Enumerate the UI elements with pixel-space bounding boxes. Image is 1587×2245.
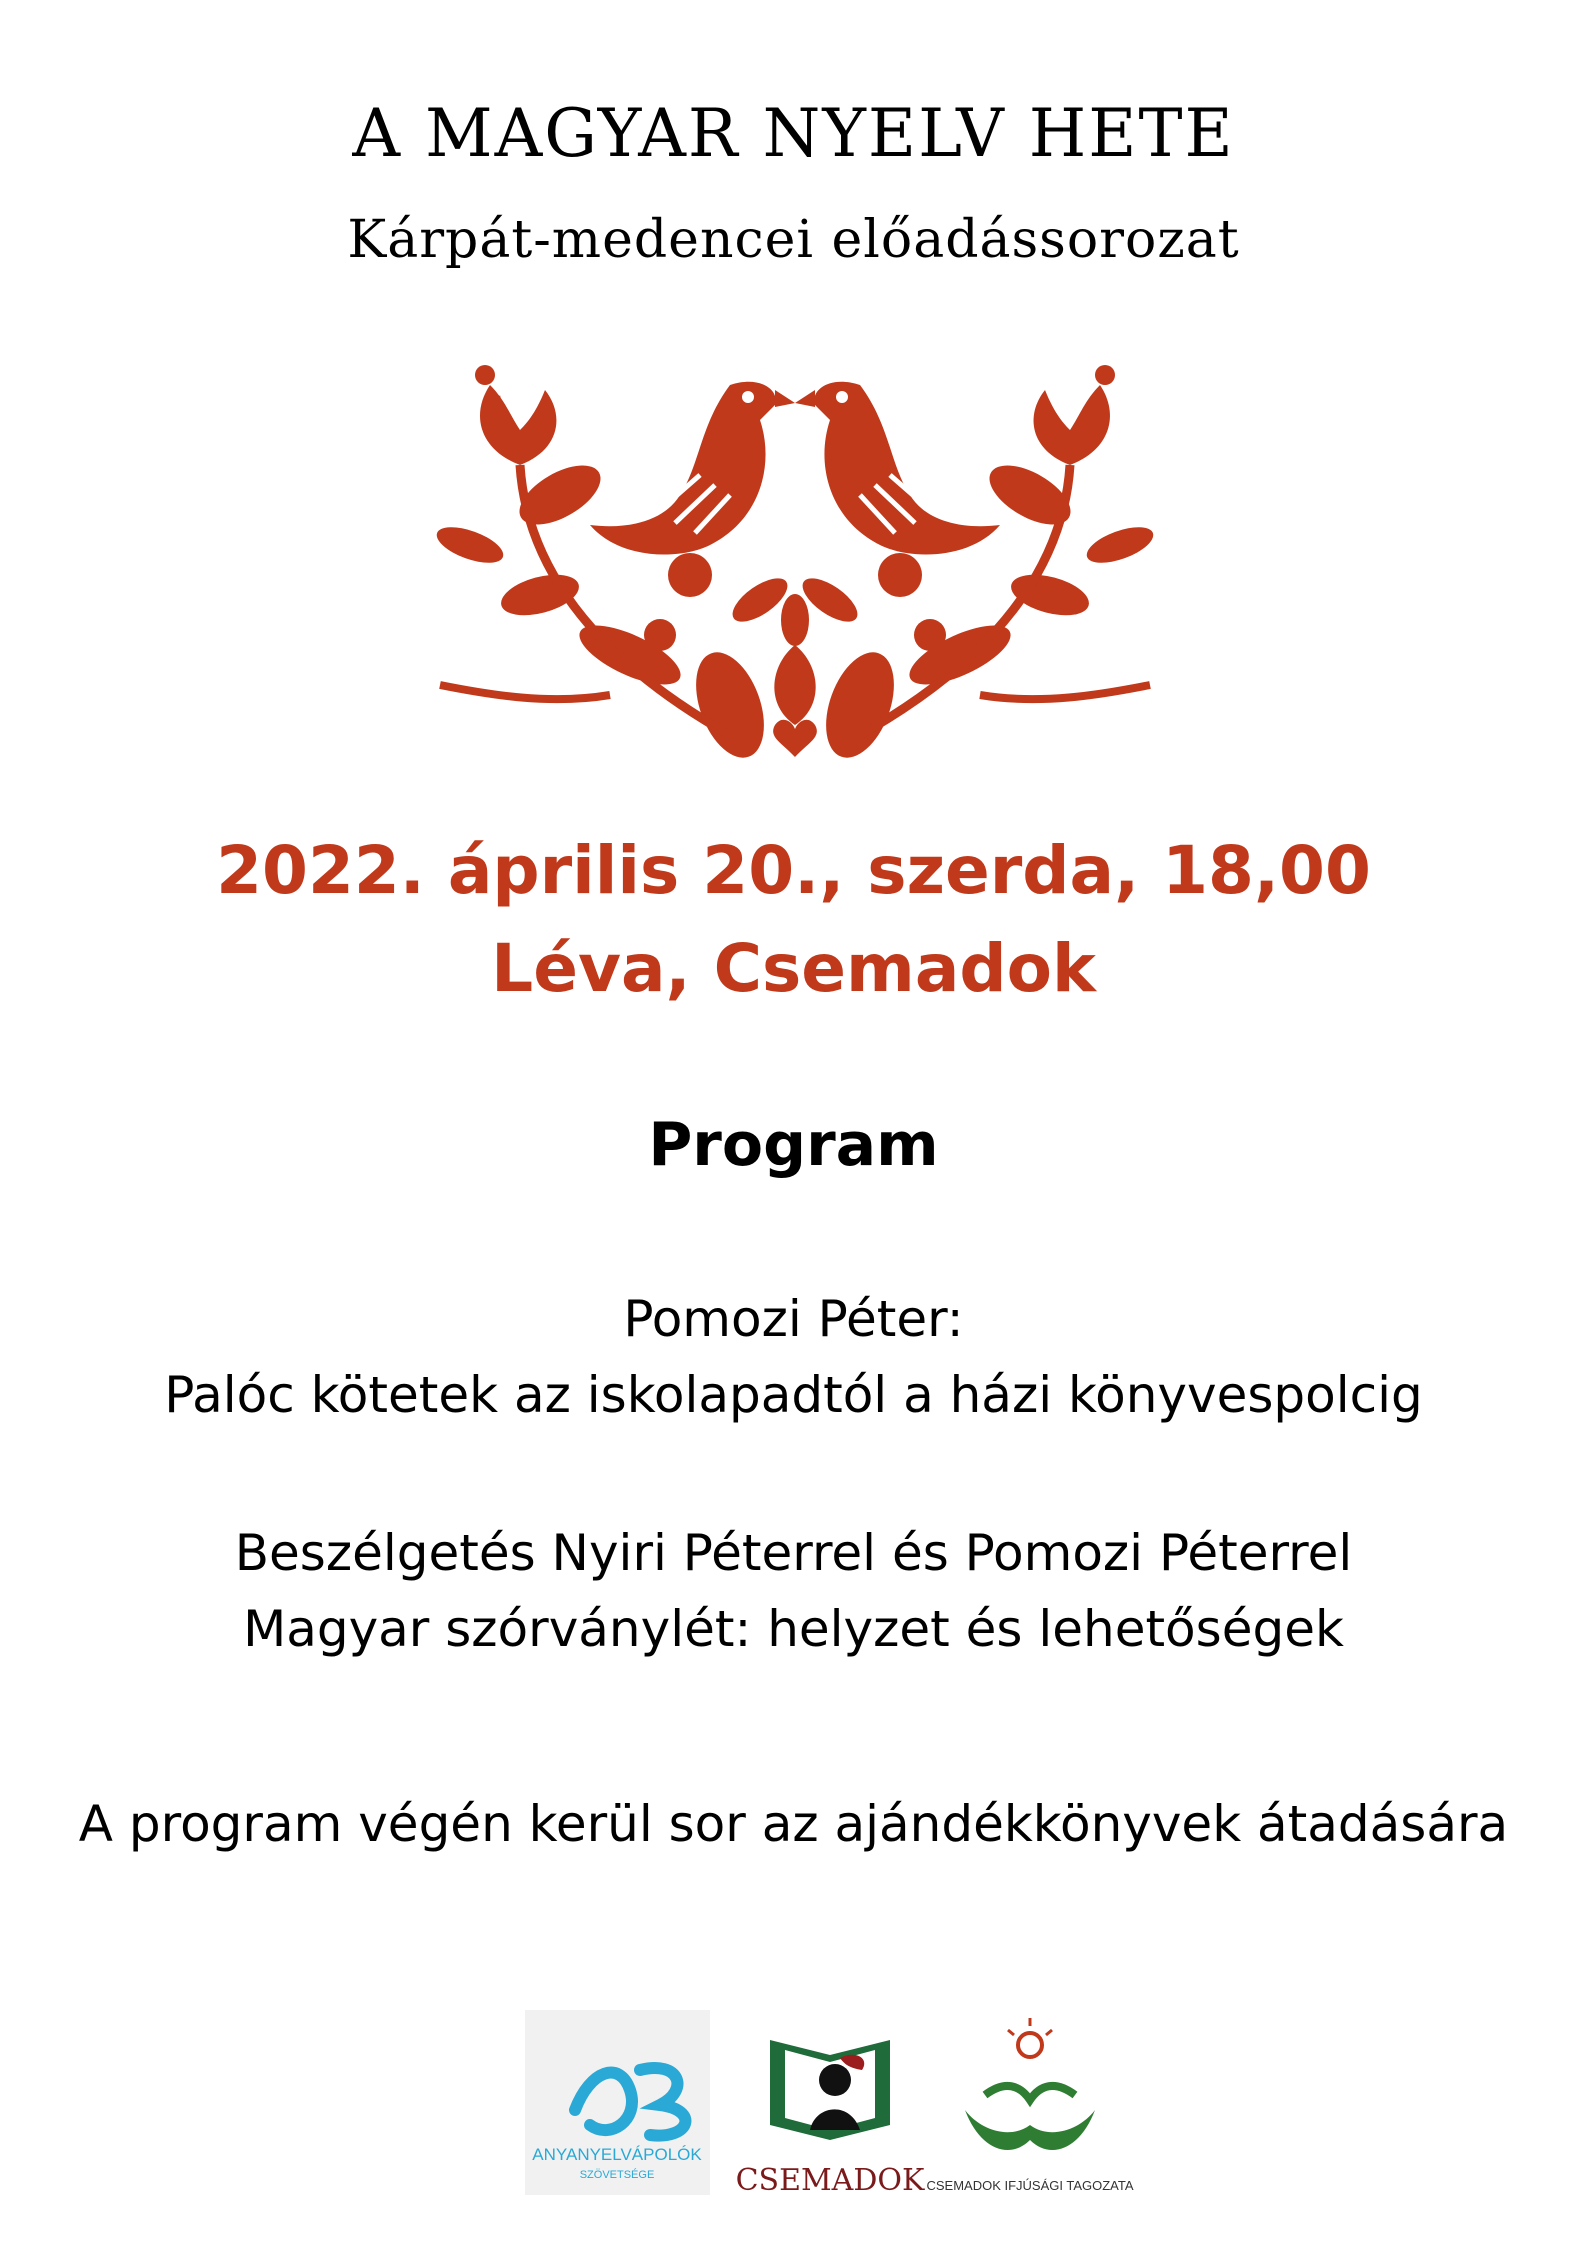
csemadok-logo (736, 2040, 925, 2198)
program-line: Pomozi Péter: (623, 1290, 964, 1348)
event-venue: Léva, Csemadok (491, 930, 1096, 1007)
program-line: Magyar szórványlét: helyzet és lehetőségek (243, 1600, 1344, 1658)
ifjusagi-tagozat-logo (926, 2018, 1133, 2193)
program-closing-note: A program végén kerül sor az ajándékkönyvek átadására (78, 1795, 1509, 1853)
poster-subtitle: Kárpát-medencei előadássorozat (347, 210, 1240, 270)
ifjusagi-tagozat-name: CSEMADOK IFJÚSÁGI TAGOZATA (926, 2178, 1134, 2193)
folk-birds-ornament (430, 345, 1160, 790)
program-heading: Program (648, 1110, 939, 1180)
program-line: Beszélgetés Nyiri Péterrel és Pomozi Péterrel (234, 1524, 1353, 1582)
sponsor-logos (0, 2010, 1587, 2210)
poster-title: A MAGYAR NYELV HETE (352, 95, 1235, 172)
anyanyelvapolok-logo (525, 2010, 710, 2195)
anyanyelvapolok-name: ANYANYELVÁPOLÓK (532, 2145, 702, 2164)
program-line: Palóc kötetek az iskolapadtól a házi könyvespolcig (164, 1366, 1423, 1424)
anyanyelvapolok-subname: SZÖVETSÉGE (579, 2169, 655, 2181)
csemadok-name: CSEMADOK (735, 2163, 925, 2198)
event-date: 2022. április 20., szerda, 18,00 (216, 832, 1371, 909)
